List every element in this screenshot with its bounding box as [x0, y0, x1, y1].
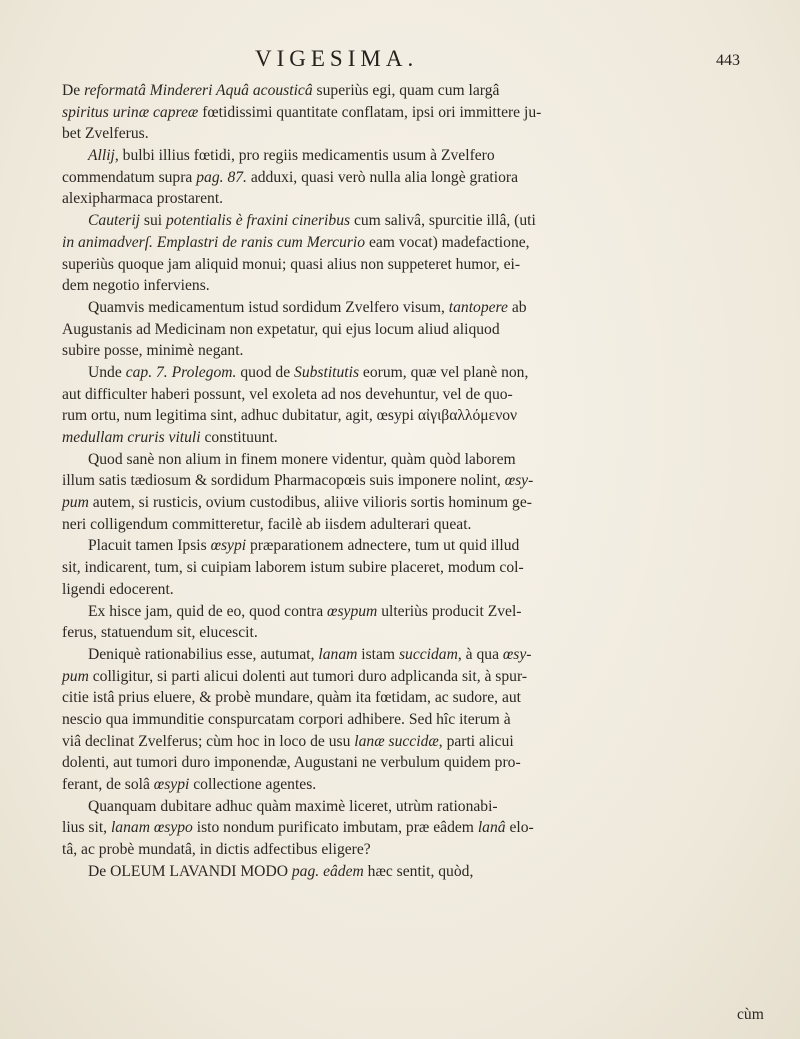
text-segment: superiùs quoque jam aliquid monui; quasi alius non suppeteret humor, ei- [62, 255, 521, 273]
text-segment: Augustanis ad Medicinam non expetatur, qui ejus locum aliud aliquod [62, 320, 500, 338]
text-segment: colligitur, si parti alicui dolenti aut tumori duro adplicanda sit, à spur- [88, 667, 528, 685]
italic-text: pag. 87. [196, 168, 247, 186]
text-line [62, 340, 764, 362]
italic-text: œsy- [504, 472, 534, 490]
text-line [62, 210, 764, 232]
text-segment: nescio qua immunditie conspurcatam corpori adhibere. Sed hîc iterum à [62, 710, 511, 728]
text-line [62, 492, 764, 514]
italic-text: spiritus urinæ capreæ [62, 103, 199, 121]
text-segment: ferant, de solâ [62, 776, 154, 793]
text-line [62, 796, 764, 818]
italic-text: pag. eâdem [291, 862, 364, 880]
text-line [62, 622, 764, 644]
text-line [62, 427, 764, 449]
text-segment: subire posse, minimè negant. [62, 342, 244, 360]
page-header [0, 46, 800, 76]
text-segment: , à qua [457, 645, 503, 663]
italic-text: succidam [398, 645, 458, 663]
text-line [62, 861, 764, 883]
italic-text: tantopere [448, 298, 508, 316]
text-segment: tâ, ac probè mundatâ, in dictis adfectibus eligere? [62, 841, 371, 859]
text-segment: Unde [88, 363, 126, 381]
text-segment: , bulbi illius fœtidi, pro regiis medicamentis usum à Zvelfero [114, 147, 495, 165]
italic-text: œsypum [327, 602, 378, 620]
text-segment: adduxi, quasi verò nulla alia longè gratiora [246, 168, 519, 186]
text-segment: dolenti, aut tumori duro imponendæ, Augustani ne verbulum quidem pro- [62, 754, 521, 772]
page-number: 443 [716, 52, 740, 69]
text-line [62, 774, 764, 796]
italic-text: potentialis è fraxini cineribus [165, 212, 351, 230]
text-segment: ligendi edocerent. [62, 580, 174, 598]
text-segment: ulteriùs producit Zvel- [377, 602, 522, 620]
italic-text: œsypi [210, 537, 247, 555]
text-segment: Ex hisce jam, quid de eo, quod contra [88, 602, 328, 620]
text-segment: alexipharmaca prostarent. [62, 190, 224, 208]
text-segment: collectione agentes. [189, 776, 317, 793]
italic-text: in animadverſ. Emplastri de ranis cum Mercurio [62, 233, 366, 251]
text-segment: Placuit tamen Ipsis [88, 537, 211, 555]
text-segment: illum satis tædiosum & sordidum Pharmacopœis suis imponere nolint, [62, 472, 505, 490]
text-segment: De [62, 82, 85, 99]
text-line [62, 297, 764, 319]
italic-text: lanâ [477, 819, 506, 837]
running-head: VIGESIMA. [255, 46, 419, 71]
italic-text: Allij [88, 147, 115, 165]
text-segment: sui [139, 212, 166, 230]
text-segment: fœtidissimi quantitate conflatam, ipsi ori immittere ju- [198, 103, 542, 121]
text-segment: ab [507, 298, 527, 316]
text-line [62, 254, 764, 276]
text-line [62, 666, 764, 688]
text-segment: elo- [505, 819, 534, 837]
italic-text: Substitutis [294, 363, 360, 381]
text-line [62, 514, 764, 536]
text-segment: citie istâ prius eluere, & probè mundare, quàm ita fœtidam, ac sudore, aut [62, 689, 521, 707]
italic-text: cap. 7. Prolegom. [125, 363, 237, 381]
text-segment: De OLEUM LAVANDI MODO [88, 862, 292, 880]
text-line [62, 449, 764, 471]
italic-text: medullam cruris vituli [62, 429, 201, 446]
text-line [62, 601, 764, 623]
text-segment: isto nondum purificato imbutam, præ eâdem [192, 819, 478, 837]
text-line [62, 405, 764, 427]
text-segment: lius sit, [62, 819, 111, 837]
italic-text: reformatâ Mindereri Aquâ acousticâ [84, 82, 313, 99]
text-line [62, 188, 764, 210]
text-line [62, 731, 764, 753]
italic-text: Cauterij [88, 212, 140, 230]
text-segment: dem negotio inferviens. [62, 277, 210, 295]
text-line [62, 644, 764, 666]
italic-text: lanæ succidæ [354, 732, 439, 750]
text-line [62, 232, 764, 254]
text-segment: hæc sentit, quòd, [363, 862, 474, 880]
italic-text: lanam œsypo [110, 819, 193, 837]
text-segment: superiùs egi, quam cum largâ [312, 82, 500, 99]
text-line [62, 319, 764, 341]
text-segment: neri colligendum committeretur, facilè ab iisdem adulterari queat. [62, 515, 472, 533]
text-segment: eorum, quæ vel planè non, [359, 363, 529, 381]
text-line [62, 167, 764, 189]
text-segment: quod de [236, 363, 295, 381]
text-segment: , parti alicui [438, 732, 514, 750]
text-line [62, 817, 764, 839]
text-segment: constituunt. [200, 429, 278, 446]
text-segment: præparationem adnectere, tum ut quid illud [246, 537, 520, 555]
text-line [62, 123, 764, 145]
text-segment: bet Zvelferus. [62, 125, 149, 143]
italic-text: pum [62, 494, 89, 512]
text-segment: Deniquè rationabilius esse, autumat, [88, 645, 319, 663]
italic-text: œsy- [502, 645, 532, 663]
text-line [62, 709, 764, 731]
text-segment: eam vocat) madefactione, [365, 233, 530, 251]
italic-text: œsypi [153, 776, 190, 793]
text-segment: Quod sanè non alium in finem monere videntur, quàm quòd laborem [88, 450, 516, 468]
text-line [62, 535, 764, 557]
text-line [62, 557, 764, 579]
text-line [62, 839, 764, 861]
text-line [62, 145, 764, 167]
text-line [62, 80, 764, 102]
text-segment: Quamvis medicamentum istud sordidum Zvelfero visum, [88, 298, 449, 316]
body-text [62, 80, 764, 882]
text-line [62, 384, 764, 406]
italic-text: lanam [318, 645, 358, 663]
text-segment: rum ortu, num legitima sint, adhuc dubitatur, agit, œsypi αἰγιβαλλόμενον [62, 407, 518, 425]
text-segment: sit, indicarent, tum, si cuipiam laborem istum subire placeret, modum col- [62, 559, 524, 577]
text-line [62, 752, 764, 774]
text-segment: cum salivâ, spurcitie illâ, (uti [350, 212, 536, 230]
text-line [62, 102, 764, 124]
text-line [62, 470, 764, 492]
text-line [62, 275, 764, 297]
text-segment: autem, si rusticis, ovium custodibus, aliive vilioris sortis hominum ge- [88, 494, 532, 512]
text-segment: ferus, statuendum sit, elucescit. [62, 624, 258, 642]
text-segment: Quanquam dubitare adhuc quàm maximè liceret, utrùm rationabi- [88, 797, 498, 815]
text-segment: commendatum supra [62, 168, 197, 186]
text-line [62, 579, 764, 601]
text-line [62, 362, 764, 384]
text-segment: viâ declinat Zvelferus; cùm hoc in loco de usu [62, 732, 355, 750]
italic-text: pum [62, 667, 89, 685]
text-segment: aut difficulter haberi possunt, vel exoleta ad nos devehuntur, vel de quo- [62, 385, 513, 403]
text-line [62, 687, 764, 709]
catchword: cùm [737, 1006, 764, 1023]
text-segment: istam [357, 645, 399, 663]
